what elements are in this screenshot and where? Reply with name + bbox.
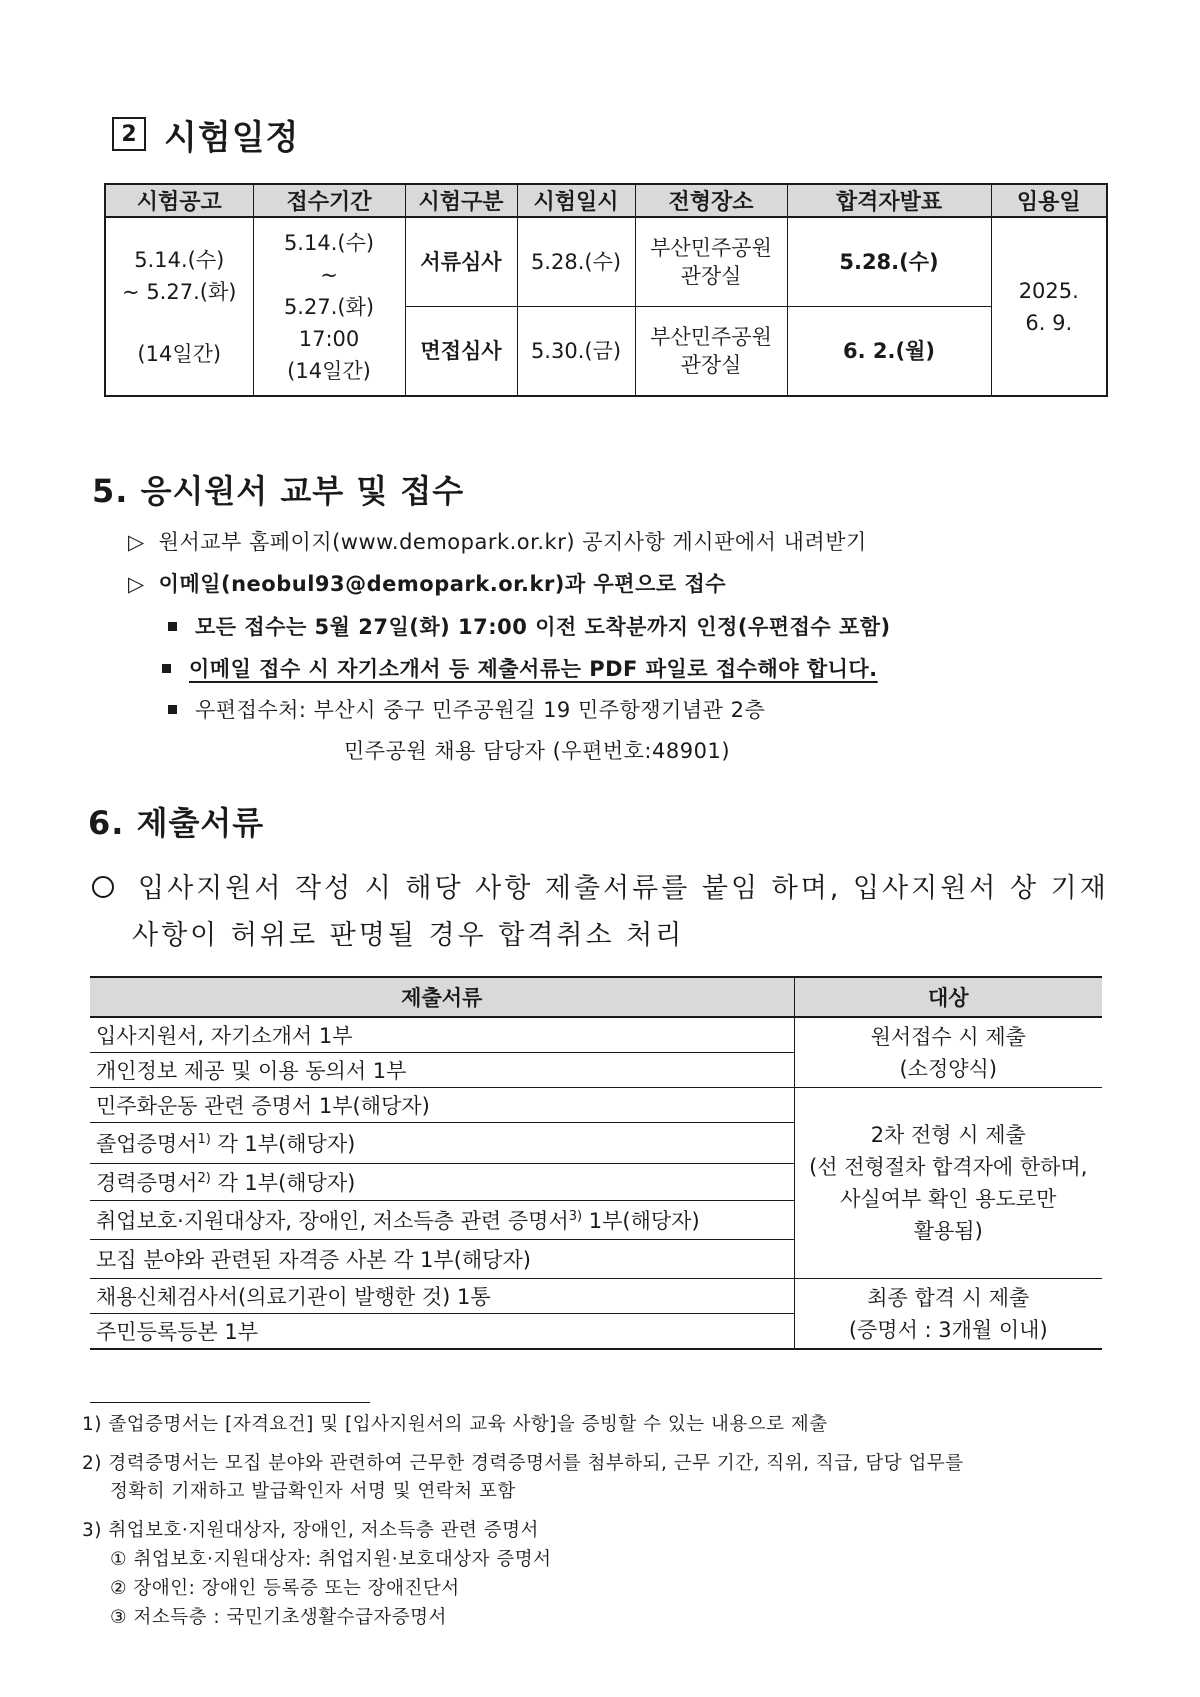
appointment-cell: [991, 217, 1107, 396]
footnote-3-item: ② 장애인: 장애인 등록증 또는 장애진단서: [110, 1578, 460, 1599]
header-cell: 시험공고: [105, 184, 253, 217]
footnote-3-item: ③ 저소득층 : 국민기초생활수급자증명서: [110, 1607, 447, 1628]
footnote-2: 2) 경력증명서는 모집 분야와 관련하여 근무한 경력증명서를 첨부하되, 근무 기간, 직위, 직급, 담당 업무를: [82, 1453, 964, 1474]
doc-text: 경력증명서: [96, 1171, 198, 1195]
footnote-divider: [90, 1402, 370, 1403]
header-cell: 전형장소: [635, 184, 787, 217]
doc-text: 졸업증명서: [96, 1132, 198, 1156]
table-row: [90, 1017, 1102, 1053]
cell-line: (증명서 : 3개월 이내): [848, 1317, 1048, 1342]
footnote-3-item: ① 취업보호·지원대상자: 취업지원·보호대상자 증명서: [110, 1549, 552, 1570]
intro-line: [92, 866, 1109, 905]
header-cell: 합격자발표: [787, 184, 991, 217]
cell-line: 관장실: [680, 353, 742, 377]
cell-line: (선 전형절차 합격자에 한하며,: [809, 1155, 1088, 1179]
announcement-cell: [105, 217, 253, 396]
intro-text: 입사지원서 작성 시 해당 사항 제출서류를 붙임 하며, 입사지원서 상 기재: [138, 873, 1109, 904]
cell-line: (소정양식): [899, 1056, 998, 1081]
result-date-cell: 5.28.(수): [787, 217, 991, 307]
footnote-2-continuation: 정확히 기재하고 발급확인자 서명 및 연락처 포함: [110, 1481, 516, 1502]
doc-text: 1부(해당자): [582, 1209, 700, 1233]
sub-list-item: [162, 653, 878, 683]
documents-table: [90, 976, 1102, 1350]
document-cell: [90, 1123, 794, 1164]
header-cell: 임용일: [991, 184, 1107, 217]
doc-text: 각 1부(해당자): [210, 1171, 356, 1195]
triangle-bullet-icon: ▷: [128, 572, 145, 596]
cell-line: (14일간): [287, 358, 371, 383]
document-cell: 모집 분야와 관련된 자격증 사본 각 1부(해당자): [90, 1240, 794, 1279]
target-cell: [794, 1279, 1102, 1350]
reception-cell: [253, 217, 405, 396]
header-cell: 접수기간: [253, 184, 405, 217]
cell-line: 활용됨): [913, 1219, 983, 1243]
document-cell: 주민등록등본 1부: [90, 1314, 794, 1350]
cell-line: 관장실: [680, 264, 742, 288]
footnote-ref: 1): [197, 1132, 211, 1147]
document-cell: 개인정보 제공 및 이용 동의서 1부: [90, 1053, 794, 1088]
schedule-table: [104, 183, 1108, 397]
exam-date-cell: 5.28.(수): [517, 217, 635, 307]
exam-place-cell: [635, 217, 787, 307]
cell-line: 5.27.(화): [283, 294, 375, 319]
item-text: 이메일(neobul93@demopark.or.kr)과 우편으로 접수: [158, 572, 727, 596]
section5-title: 5. 응시원서 교부 및 접수: [92, 472, 465, 510]
document-cell: [90, 1164, 794, 1201]
item-text: 이메일 접수 시 자기소개서 등 제출서류는 PDF 파일로 접수해야 합니다.: [189, 657, 878, 681]
footnote-ref: 3): [568, 1209, 583, 1224]
cell-line: 부산민주공원: [650, 325, 772, 349]
item-text: 원서교부 홈페이지(www.demopark.or.kr) 공지사항 게시판에서 내려받기: [158, 530, 867, 554]
sub-list-item: [168, 611, 891, 641]
table-row: [90, 1279, 1102, 1314]
cell-line: 17:00: [298, 326, 360, 351]
exam-place-cell: [635, 307, 787, 397]
header-cell: 시험일시: [517, 184, 635, 217]
cell-line: ~ 5.27.(화): [122, 279, 237, 304]
list-item: [128, 568, 726, 598]
schedule-title: 시험일정: [164, 117, 300, 158]
triangle-bullet-icon: ▷: [128, 530, 145, 554]
result-date-cell: 6. 2.(월): [787, 307, 991, 397]
square-bullet-icon: [168, 622, 177, 631]
table-row: [90, 1088, 1102, 1123]
header-cell: 대상: [794, 977, 1102, 1017]
circle-bullet-icon: [92, 876, 114, 898]
cell-line: 5.14.(수): [283, 230, 375, 255]
section-number-box: 2: [112, 117, 146, 151]
cell-line: 원서접수 시 제출: [870, 1024, 1026, 1049]
doc-text: 취업보호·지원대상자, 장애인, 저소득층 관련 증명서: [96, 1209, 569, 1233]
document-cell: [90, 1201, 794, 1240]
cell-line: 부산민주공원: [650, 236, 772, 260]
cell-line: 최종 합격 시 제출: [867, 1285, 1030, 1310]
item-text: 우편접수처: 부산시 중구 민주공원길 19 민주항쟁기념관 2층: [195, 698, 766, 722]
cell-line: 2025.: [1018, 278, 1079, 303]
sub-list-item: [168, 694, 765, 724]
cell-line: ~: [320, 262, 338, 287]
schedule-header-row: [105, 184, 1107, 217]
document-cell: 입사지원서, 자기소개서 1부: [90, 1017, 794, 1053]
item-text: 모든 접수는 5월 27일(화) 17:00 이전 도착분까지 인정(우편접수 포함): [195, 615, 891, 639]
sub-list-item-continuation: 민주공원 채용 담당자 (우편번호:48901): [344, 739, 731, 763]
cell-line: 사실여부 확인 용도로만: [840, 1187, 1057, 1211]
target-cell: [794, 1017, 1102, 1088]
documents-header-row: [90, 977, 1102, 1017]
exam-type-cell: 면접심사: [405, 307, 517, 397]
document-cell: 채용신체검사서(의료기관이 발행한 것) 1통: [90, 1279, 794, 1314]
list-item: [128, 526, 867, 556]
doc-text: 각 1부(해당자): [210, 1132, 356, 1156]
section6-title: 6. 제출서류: [88, 804, 265, 842]
intro-line: 사항이 허위로 판명될 경우 합격취소 처리: [132, 920, 685, 951]
cell-line: 2차 전형 시 제출: [870, 1123, 1026, 1147]
target-cell: [794, 1088, 1102, 1279]
exam-type-cell: 서류심사: [405, 217, 517, 307]
schedule-row: [105, 217, 1107, 307]
exam-date-cell: 5.30.(금): [517, 307, 635, 397]
footnote-3: 3) 취업보호·지원대상자, 장애인, 저소득층 관련 증명서: [82, 1520, 539, 1541]
header-cell: 제출서류: [90, 977, 794, 1017]
cell-line: 6. 9.: [1025, 310, 1073, 335]
cell-line: (14일간): [137, 341, 222, 366]
square-bullet-icon: [162, 664, 171, 673]
document-cell: 민주화운동 관련 증명서 1부(해당자): [90, 1088, 794, 1123]
header-cell: 시험구분: [405, 184, 517, 217]
footnote-ref: 2): [197, 1171, 211, 1186]
cell-line: 5.14.(수): [134, 247, 225, 272]
square-bullet-icon: [168, 705, 177, 714]
schedule-heading: [112, 110, 299, 158]
footnote-1: 1) 졸업증명서는 [자격요건] 및 [입사지원서의 교육 사항]을 증빙할 수 있는 내용으로 제출: [82, 1414, 828, 1435]
